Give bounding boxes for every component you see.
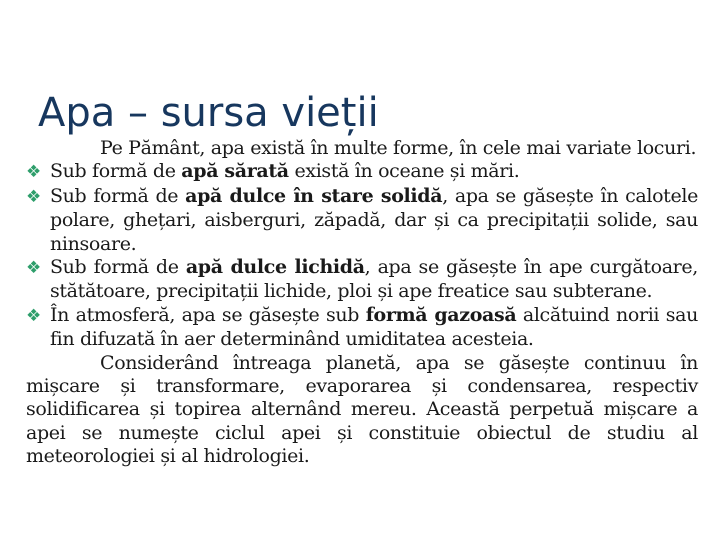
page-title: Apa – sursa vieții <box>38 89 379 136</box>
bullet-text: alcătuind norii sau fin difuzată în aer determinând umiditatea acesteia. <box>50 303 698 351</box>
diamond-bullet-icon: ❖ <box>26 162 41 183</box>
bullet-item-salt-water <box>26 160 698 184</box>
intro-paragraph: Pe Pământ, apa există în multe forme, în cele mai variate locuri. <box>100 137 697 159</box>
bullet-emphasis: formă gazoasă <box>365 303 517 326</box>
bullet-text: , apa se găsește în ape curgătoare, stătătoare, precipitații lichide, ploi și ape freatice sau subterane. <box>50 256 698 303</box>
diamond-bullet-icon: ❖ <box>26 186 41 207</box>
bullet-item-liquid-freshwater <box>26 256 698 304</box>
bullet-item-solid-freshwater <box>26 185 698 256</box>
conclusion-paragraph: Considerând întreaga planetă, apa se găsește continuu în mișcare și transformare, evaporarea și condensarea, respectiv solidificarea și topirea alternând mereu. Această perpetuă mișcare a apei se numește ciclul apei și constituie obiectul de studiu al meteorologiei și al hidrologiei. <box>26 351 698 468</box>
bullet-text: Sub formă de <box>50 160 182 183</box>
bullet-item-gaseous-water <box>26 304 698 352</box>
diamond-bullet-icon: ❖ <box>26 258 41 279</box>
slide-body <box>26 137 698 469</box>
bullet-emphasis: apă sărată <box>181 160 289 183</box>
bullet-text: există în oceane și mări. <box>288 160 520 183</box>
bullet-text: , apa se găsește în calotele polare, ghețari, aisberguri, zăpadă, dar și ca precipitații solide, sau ninsoare. <box>50 184 698 255</box>
bullet-emphasis: apă dulce în stare solidă <box>185 184 443 207</box>
bullet-text: Sub formă de <box>50 184 186 207</box>
bullet-text: Sub formă de <box>50 256 186 279</box>
diamond-bullet-icon: ❖ <box>26 305 41 326</box>
bullet-text: În atmosferă, apa se găsește sub <box>50 303 366 326</box>
bullet-emphasis: apă dulce lichidă <box>185 256 365 279</box>
